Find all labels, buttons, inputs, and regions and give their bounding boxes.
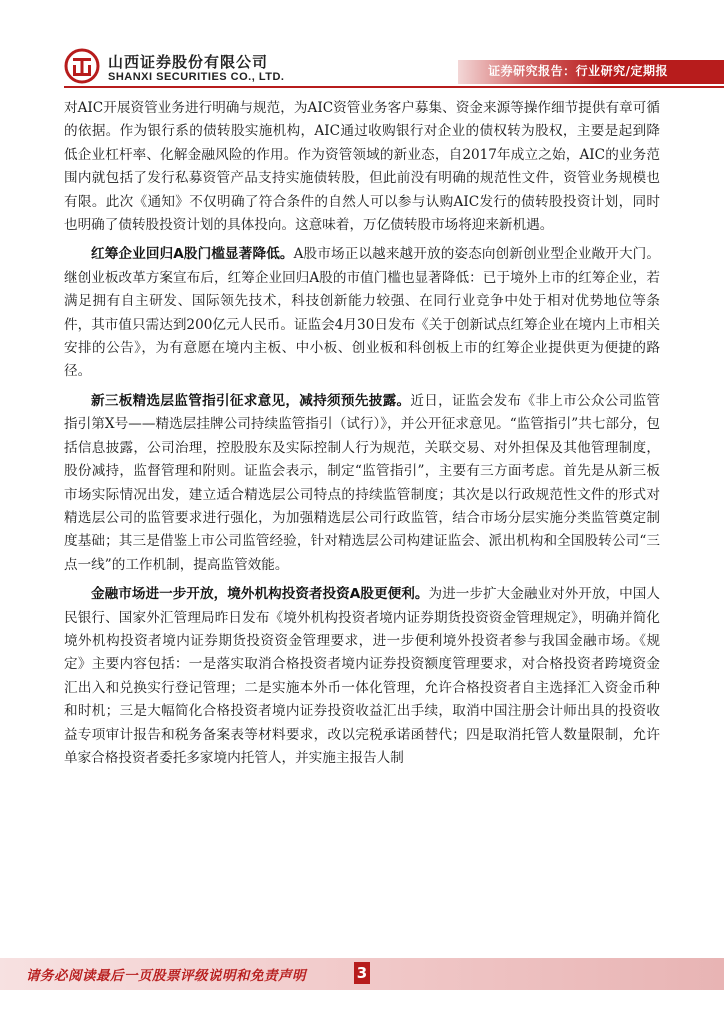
page-number: 3 (354, 962, 370, 984)
paragraph-opening-up (64, 583, 660, 770)
paragraph-body: A股市场正以越来越开放的姿态向创新创业型企业敞开大门。继创业板改革方案宣布后，红筹企业回归A股的市值门槛也显著降低：已于境外上市的红筹企业，若满足拥有自主研发、国际领先技术，科技创新能力较强、在同行业竞争中处于相对优势地位等条件，其市值只需达到200亿元人民币。证监会4月30日发布《关于创新试点红筹企业在境内上市相关安排的公告》，为有意愿在境内主板、中小板、创业板和科创板上市的红筹企业提供更为便捷的路径。 (64, 246, 660, 380)
disclaimer-text: 请务必阅读最后一页股票评级说明和免责声明 (26, 968, 306, 984)
paragraph-body: 近日，证监会发布《非上市公众公司监管指引第X号——精选层挂牌公司持续监管指引（试行）》，并公开征求意见。“监管指引”共七部分，包括信息披露，公司治理，控股股东及实际控制人行为规范，关联交易、对外担保及其他管理制度，股份减持，监督管理和附则。证监会表示，制定“监管指引”，主要有三方面考虑。首先是从新三板市场实际情况出发，建立适合精选层公司特点的持续监管制度；其次是以行政规范性文件的形式对精选层公司的监管要求进行强化，为加强精选层公司行政监管，结合市场分层实施分类监管奠定制度基础；其三是借鉴上市公司监管经验，针对精选层公司构建证监会、派出机构和全国股转公司“三点一线”的工作机制，提高监管效能。 (64, 392, 660, 573)
page-header (0, 0, 724, 96)
paragraph-body: 对AIC开展资管业务进行明确与规范，为AIC资管业务客户募集、资金来源等操作细节提供有章可循的依据。作为银行系的债转股实施机构，AIC通过收购银行对企业的债权转为股权，主要是起到降低企业杠杆率、化解金融风险的作用。作为资管领域的新业态，自2017年成立之始，AIC的业务范围内就包括了发行私募资管产品支持实施债转股，但此前没有明确的规范性文件，资管业务规模也有限。此次《通知》不仅明确了符合条件的自然人可以参与认购AIC发行的债转股投资计划，同时也明确了债转股投资计划的具体投向。这意味着，万亿债转股市场将迎来新机遇。 (64, 100, 660, 234)
report-body (64, 97, 660, 776)
paragraph-neeq (64, 390, 660, 577)
header-divider (64, 86, 724, 88)
company-name-en: SHANXI SECURITIES CO., LTD. (108, 71, 285, 83)
shanxi-securities-logo-icon (64, 48, 100, 84)
report-type-label: 证券研究报告：行业研究/定期报 (488, 64, 668, 78)
paragraph-aic (64, 97, 660, 237)
paragraph-lead: 金融市场进一步开放，境外机构投资者投资A股更便利。 (91, 586, 429, 603)
paragraph-lead: 新三板精选层监管指引征求意见，减持须预先披露。 (91, 392, 411, 409)
paragraph-lead: 红筹企业回归A股门槛显著降低。 (91, 246, 294, 263)
company-name-cn: 山西证券股份有限公司 (108, 53, 269, 71)
paragraph-red-chip (64, 243, 660, 383)
paragraph-body: 为进一步扩大金融业对外开放，中国人民银行、国家外汇管理局昨日发布《境外机构投资者境内证券期货投资资金管理规定》，明确并简化境外机构投资者境内证券期货投资资金管理要求，进一步便利境外投资者参与我国金融市场。《规定》主要内容包括：一是落实取消合格投资者境内证券投资额度管理要求，对合格投资者跨境资金汇出入和兑换实行登记管理；二是实施本外币一体化管理，允许合格投资者自主选择汇入资金币种和时机；三是大幅简化合格投资者境内证券投资收益汇出手续，取消中国注册会计师出具的投资收益专项审计报告和税务备案表等材料要求，改以完税承诺函替代；四是取消托管人数量限制，允许单家合格投资者委托多家境内托管人，并实施主报告人制 (64, 586, 661, 766)
